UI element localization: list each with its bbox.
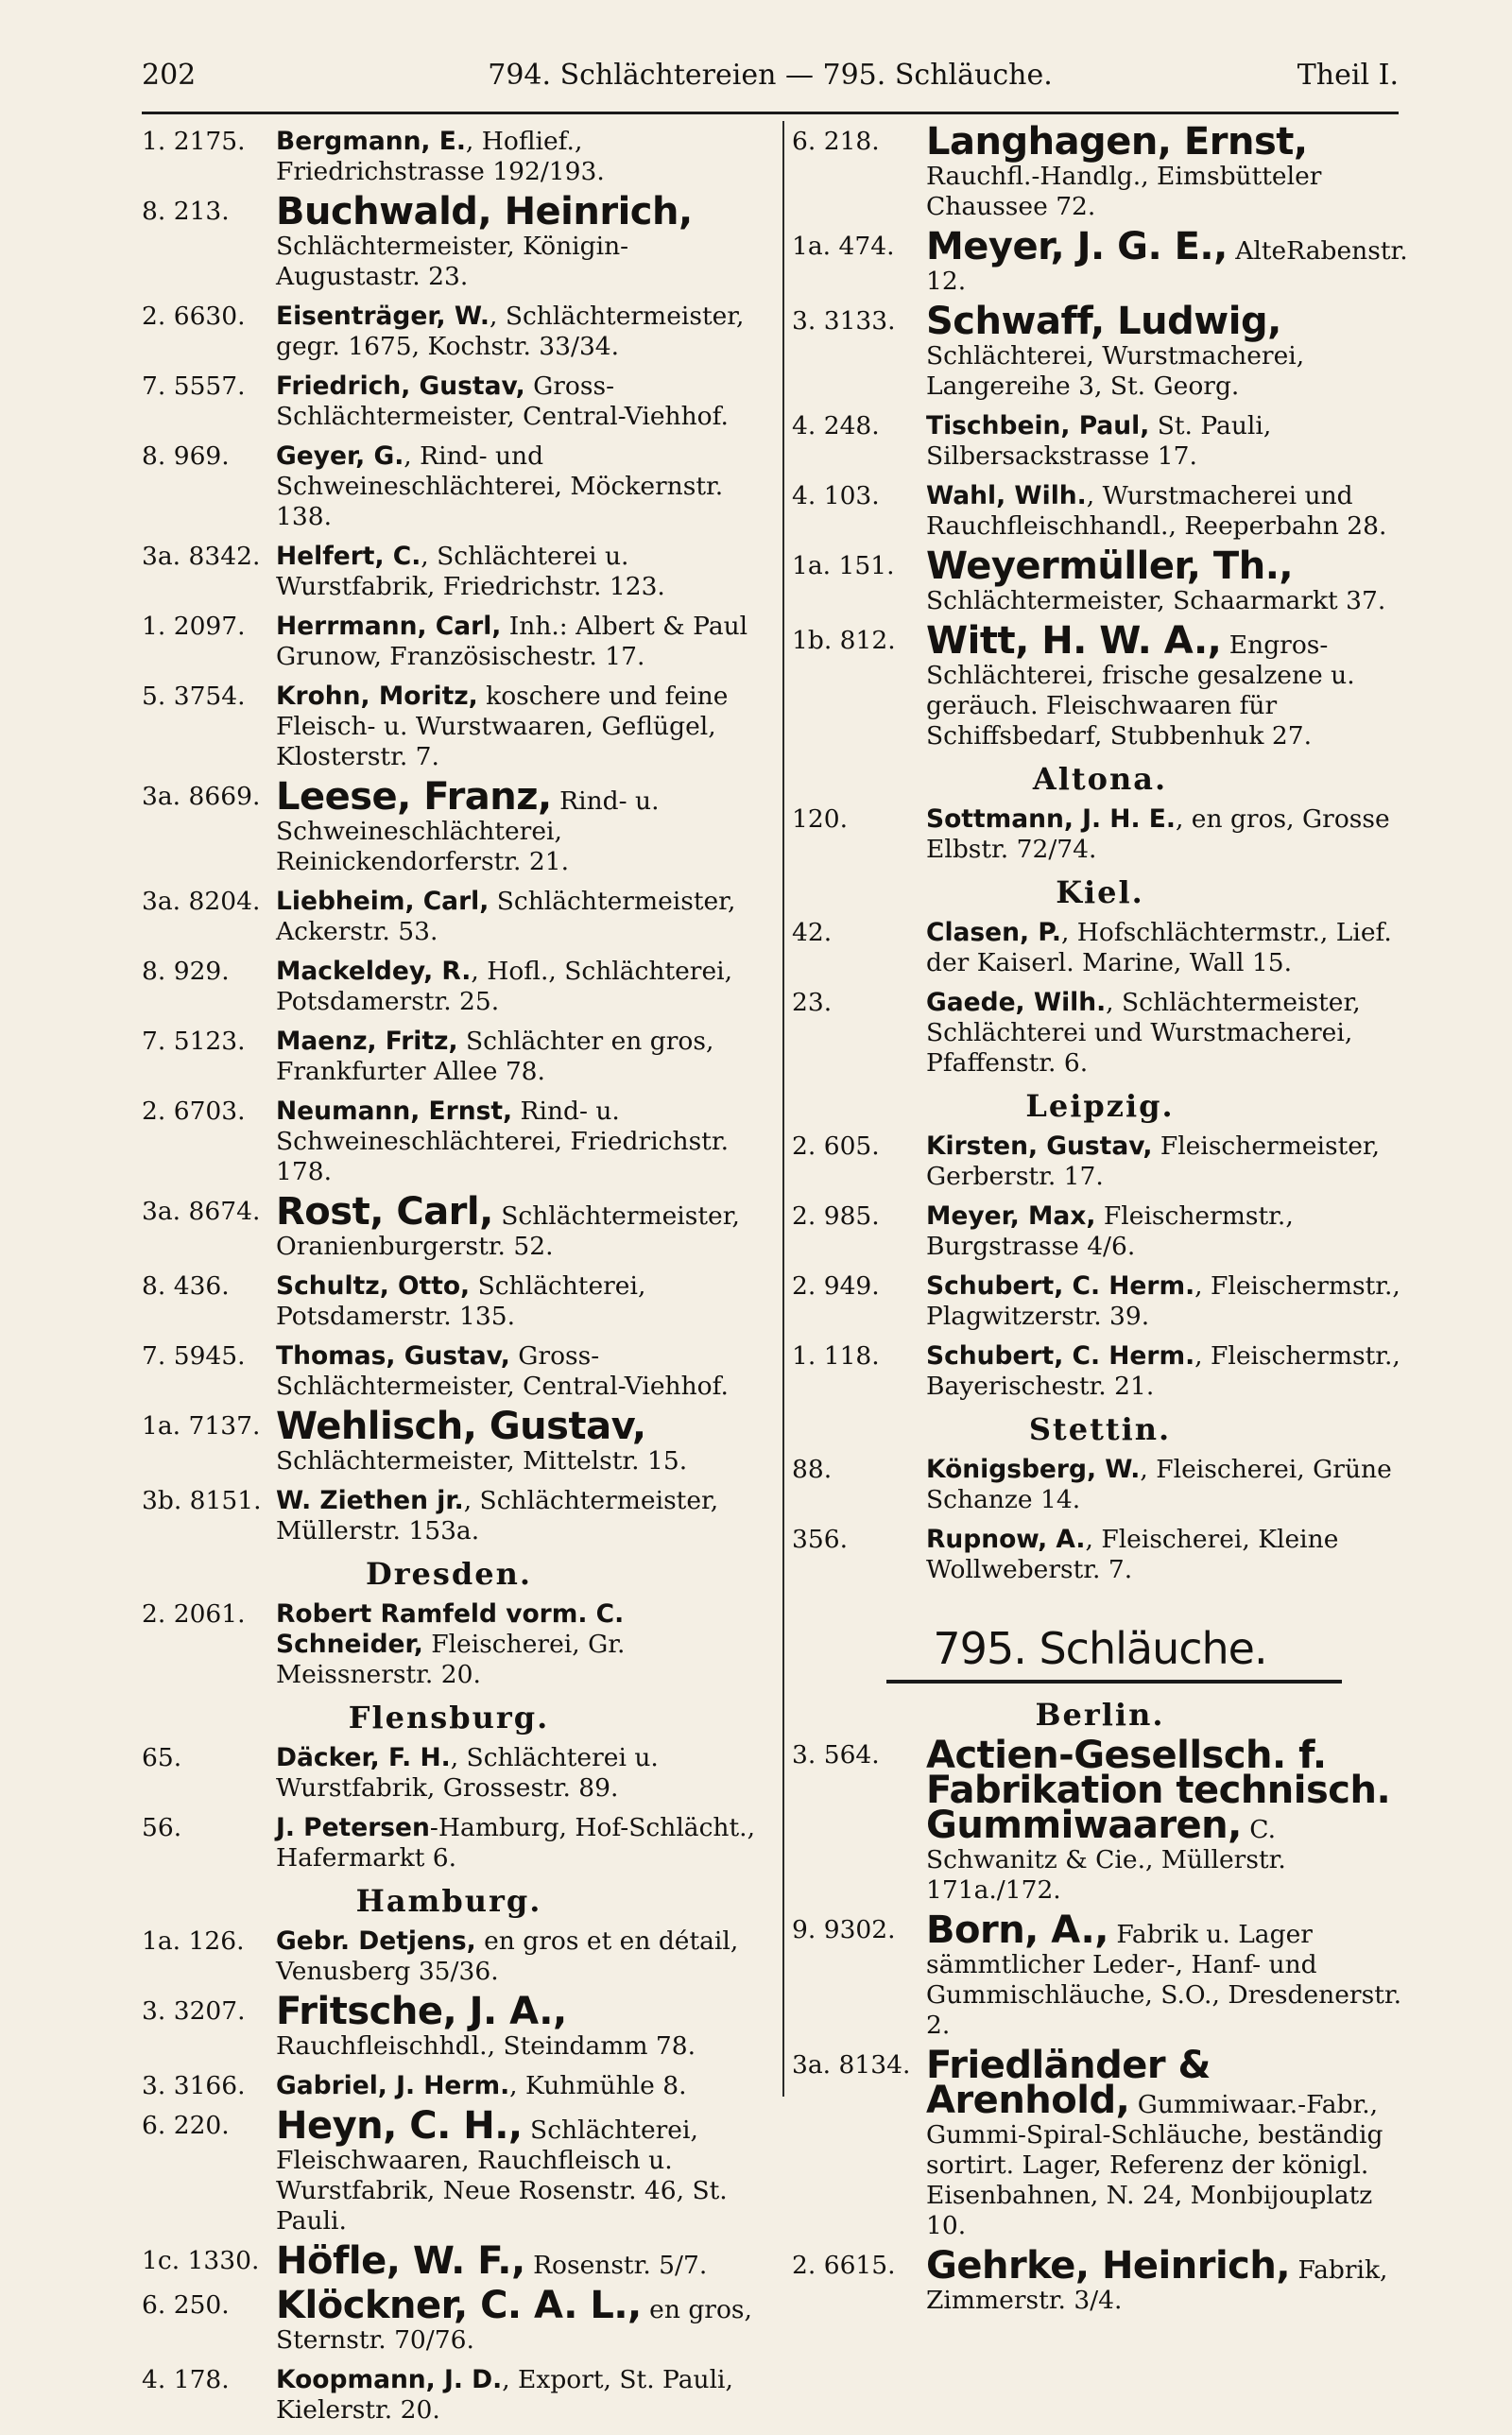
entry-details: en gros et en détail, Venusberg 35/36.: [276, 1926, 739, 1986]
directory-entry: [792, 1201, 1408, 1262]
directory-entry: [142, 542, 756, 602]
entry-name: Helfert, C.: [276, 542, 421, 571]
entry-details: , Wurstmacherei und Rauchfleischhandl., Reeperbahn 28.: [926, 481, 1387, 541]
directory-entry: [142, 1926, 756, 1987]
directory-entry: [142, 1990, 756, 2062]
entry-number: 2. 949.: [792, 1271, 880, 1301]
directory-entry: [792, 544, 1408, 616]
entry-name: Bergmann, E.: [276, 127, 466, 156]
entry-details: AlteRabenstr. 12.: [926, 236, 1408, 296]
entry-number: 2. 985.: [792, 1201, 880, 1231]
entry-number: 6. 250.: [142, 2290, 230, 2320]
directory-entry: [142, 1341, 756, 1402]
entry-number: 3a. 8669.: [142, 782, 261, 811]
entry-number: 1. 2097.: [142, 612, 246, 641]
entry-details: Gummiwaar.-Fabr., Gummi-Spiral-Schläuche, beständig sortirt. Lager, Referenz der königl. Eisenbahnen, N. 24, Monbijouplatz 10.: [926, 2090, 1383, 2240]
city-heading: Kiel.: [1056, 874, 1144, 910]
directory-entry: [792, 481, 1408, 542]
entry-name: Klöckner, C. A. L.,: [276, 2284, 642, 2327]
part-label: Theil I.: [1297, 59, 1399, 92]
entry-name: Gabriel, J. Herm.: [276, 2071, 510, 2100]
city-heading: Stettin.: [1028, 1411, 1172, 1447]
entry-details: Fleischermstr., Burgstrasse 4/6.: [926, 1201, 1294, 1261]
entry-name: Koopmann, J. D.: [276, 2365, 503, 2394]
entry-details: Rosenstr. 5/7.: [524, 2251, 708, 2280]
entry-details: -Hamburg, Hof-Schlächt., Hafermarkt 6.: [276, 1813, 755, 1873]
column-divider: [782, 121, 784, 2097]
entry-number: 3a. 8342.: [142, 542, 261, 571]
entry-number: 2. 6703.: [142, 1097, 246, 1126]
entry-name: Schubert, C. Herm.: [926, 1271, 1195, 1301]
entry-name: Buchwald, Heinrich,: [276, 190, 693, 233]
entry-number: 56.: [142, 1813, 182, 1842]
entry-number: 88.: [792, 1455, 833, 1484]
directory-entry: [792, 225, 1408, 297]
entry-name: Däcker, F. H.: [276, 1743, 451, 1772]
directory-entry: [142, 682, 756, 772]
entry-name: Wahl, Wilh.: [926, 481, 1087, 510]
entry-name: Schubert, C. Herm.: [926, 1341, 1195, 1371]
entry-details: , Export, St. Pauli, Kielerstr. 20.: [276, 2365, 733, 2425]
entry-details: Fabrik, Zimmerstr. 3/4.: [926, 2255, 1388, 2315]
entry-number: 65.: [142, 1743, 182, 1772]
city-heading: Altona.: [1032, 761, 1168, 797]
entry-details: Fleischerei, Gr. Meissnerstr. 20.: [276, 1630, 626, 1689]
entry-number: 3b. 8151.: [142, 1486, 262, 1515]
entry-details: , Hoflief., Friedrichstrasse 192/193.: [276, 127, 605, 186]
entry-details: Fleischermeister, Gerberstr. 17.: [926, 1131, 1381, 1191]
entry-name: Witt, H. W. A.,: [926, 619, 1222, 663]
entry-name: Herrmann, Carl,: [276, 612, 502, 641]
entry-number: 2. 605.: [792, 1131, 880, 1161]
entry-details: Schlächterei, Fleischwaaren, Rauchfleisch u. Wurstfabrik, Neue Rosenstr. 46, St. Pauli.: [276, 2116, 728, 2236]
entry-details: Schlächterei, Wurstmacherei, Langereihe 3, St. Georg.: [926, 341, 1305, 401]
entry-name: Rupnow, A.: [926, 1525, 1086, 1554]
entry-details: Schlächtermeister, Schaarmarkt 37.: [926, 586, 1386, 615]
directory-entry: [792, 1525, 1408, 1585]
entry-name: Tischbein, Paul,: [926, 411, 1150, 440]
entry-name: Eisenträger, W.: [276, 302, 490, 331]
entry-number: 23.: [792, 988, 833, 1017]
directory-entry: [792, 1131, 1408, 1192]
entry-name: Sottmann, J. H. E.: [926, 804, 1176, 834]
entry-details: Schlächtermeister, Oranienburgerstr. 52.: [276, 1201, 740, 1261]
entry-name: Robert Ramfeld vorm. C. Schneider,: [276, 1599, 625, 1659]
entry-number: 6. 220.: [142, 2111, 230, 2140]
entry-number: 1b. 812.: [792, 626, 896, 655]
entry-details: Rauchfl.-Handlg., Eimsbütteler Chaussee 72.: [926, 162, 1322, 221]
right-column: [792, 120, 1408, 2325]
entry-name: Schultz, Otto,: [276, 1271, 471, 1301]
entry-name: Krohn, Moritz,: [276, 682, 478, 711]
directory-entry: [142, 2365, 756, 2426]
entry-name: Gehrke, Heinrich,: [926, 2244, 1291, 2288]
directory-entry: [792, 1908, 1408, 2041]
entry-name: Schwaff, Ludwig,: [926, 300, 1281, 343]
directory-entry: [142, 1486, 756, 1546]
city-heading: Berlin.: [1035, 1697, 1165, 1733]
entry-name: Clasen, P.: [926, 918, 1061, 947]
directory-entry: [142, 1405, 756, 1477]
entry-name: Neumann, Ernst,: [276, 1097, 513, 1126]
directory-entry: [142, 2284, 756, 2356]
entry-details: Schlächtermeister, Königin-Augustastr. 23.: [276, 232, 629, 291]
directory-entry: [142, 127, 756, 187]
directory-entry: [142, 2104, 756, 2236]
entry-details: , Schlächtermeister, Müllerstr. 153a.: [276, 1486, 719, 1546]
city-heading: Leipzig.: [1025, 1088, 1175, 1124]
entry-name: Fritsche, J. A.,: [276, 1990, 567, 2033]
entry-details: , Fleischerei, Grüne Schanze 14.: [926, 1455, 1392, 1514]
entry-name: Wehlisch, Gustav,: [276, 1405, 646, 1448]
directory-entry: [142, 957, 756, 1017]
entry-number: 4. 103.: [792, 481, 880, 510]
entry-number: 3a. 8674.: [142, 1197, 261, 1226]
entry-name: Rost, Carl,: [276, 1190, 493, 1234]
directory-entry: [142, 371, 756, 432]
entry-number: 6. 218.: [792, 127, 880, 156]
entry-number: 8. 969.: [142, 441, 230, 471]
directory-entry: [792, 300, 1408, 402]
entry-details: , Schlächtermeister, gegr. 1675, Kochstr. 33/34.: [276, 302, 745, 361]
entry-details: Engros-Schlächterei, frische gesalzene u. geräuch. Fleischwaaren für Schiffsbedarf, Stubbenhuk 27.: [926, 630, 1355, 751]
entry-details: Inh.: Albert & Paul Grunow, Französischestr. 17.: [276, 612, 748, 671]
entry-details: , Rind- und Schweineschlächterei, Möckernstr. 138.: [276, 441, 724, 531]
entry-details: , Hofschlächtermstr., Lief. der Kaiserl. Marine, Wall 15.: [926, 918, 1392, 977]
entry-name: Actien-Gesellsch. f. Fabrikation technisch. Gummiwaaren,: [926, 1734, 1391, 1847]
directory-entry: [792, 988, 1408, 1079]
directory-entry: [142, 1027, 756, 1087]
section-title: 795. Schläuche.: [933, 1623, 1267, 1674]
directory-entry: [142, 190, 756, 292]
entry-name: Langhagen, Ernst,: [926, 120, 1308, 164]
entry-details: Schlächter en gros, Frankfurter Allee 78.: [276, 1027, 714, 1086]
entry-number: 1. 2175.: [142, 127, 246, 156]
section-rule: [886, 1680, 1342, 1684]
city-heading: Flensburg.: [348, 1700, 550, 1736]
entry-number: 3a. 8134.: [792, 2050, 911, 2080]
entry-details: , Schlächterei u. Wurstfabrik, Grossestr. 89.: [276, 1743, 659, 1803]
entry-name: Meyer, Max,: [926, 1201, 1096, 1231]
entry-name: Kirsten, Gustav,: [926, 1131, 1153, 1161]
entry-number: 3. 564.: [792, 1740, 880, 1770]
directory-entry: [792, 1271, 1408, 1332]
entry-number: 1c. 1330.: [142, 2246, 260, 2275]
directory-entry: [142, 1813, 756, 1874]
entry-number: 8. 213.: [142, 197, 230, 226]
entry-details: koschere und feine Fleisch- u. Wurstwaaren, Geflügel, Klosterstr. 7.: [276, 682, 729, 771]
entry-name: Weyermüller, Th.,: [926, 544, 1294, 588]
entry-name: Höfle, W. F.,: [276, 2239, 525, 2283]
entry-name: Königsberg, W.: [926, 1455, 1141, 1484]
directory-entry: [792, 120, 1408, 222]
entry-name: Meyer, J. G. E.,: [926, 225, 1228, 268]
entry-details: Schlächtermeister, Mittelstr. 15.: [276, 1446, 688, 1476]
entry-name: J. Petersen: [276, 1813, 430, 1842]
entry-details: Rind- u. Schweineschlächterei, Reinickendorferstr. 21.: [276, 786, 660, 876]
entry-details: en gros, Sternstr. 70/76.: [276, 2295, 752, 2355]
entry-details: , Hofl., Schlächterei, Potsdamerstr. 25.: [276, 957, 733, 1016]
entry-number: 7. 5123.: [142, 1027, 246, 1056]
entry-details: Fabrik u. Lager sämmtlicher Leder-, Hanf- und Gummischläuche, S.O., Dresdenerstr. 2.: [926, 1920, 1402, 2040]
entry-number: 1. 118.: [792, 1341, 880, 1371]
entry-details: Gross-Schlächtermeister, Central-Viehhof.: [276, 1341, 729, 1401]
entry-number: 9. 9302.: [792, 1915, 896, 1944]
directory-entry: [142, 2239, 756, 2283]
directory-entry: [792, 411, 1408, 472]
directory-entry: [142, 1190, 756, 1262]
directory-entry: [142, 441, 756, 532]
entry-number: 2. 2061.: [142, 1599, 246, 1629]
directory-entry: [792, 918, 1408, 978]
entry-details: Rind- u. Schweineschlächterei, Friedrichstr. 178.: [276, 1097, 730, 1186]
directory-entry: [792, 619, 1408, 751]
entry-number: 120.: [792, 804, 849, 834]
entry-number: 4. 248.: [792, 411, 880, 440]
directory-entry: [142, 1743, 756, 1804]
page-header: [142, 59, 1399, 100]
entry-name: Thomas, Gustav,: [276, 1341, 510, 1371]
entry-number: 1a. 126.: [142, 1926, 245, 1956]
entry-name: Heyn, C. H.,: [276, 2104, 523, 2148]
entry-number: 5. 3754.: [142, 682, 246, 711]
entry-name: Geyer, G.: [276, 441, 404, 471]
left-column: [142, 127, 756, 2435]
directory-entry: [792, 1341, 1408, 1402]
directory-entry: [792, 804, 1408, 865]
entry-name: Maenz, Fritz,: [276, 1027, 458, 1056]
city-heading: Dresden.: [365, 1556, 533, 1592]
entry-details: Rauchfleischhdl., Steindamm 78.: [276, 2031, 696, 2061]
entry-number: 4. 178.: [142, 2365, 230, 2394]
entry-details: , Fleischermstr., Bayerischestr. 21.: [926, 1341, 1400, 1401]
entry-number: 3. 3133.: [792, 306, 896, 336]
entry-details: , Fleischermstr., Plagwitzerstr. 39.: [926, 1271, 1400, 1331]
entry-number: 7. 5557.: [142, 371, 246, 401]
entry-number: 3a. 8204.: [142, 887, 261, 916]
directory-entry: [142, 612, 756, 672]
directory-entry: [142, 2071, 756, 2101]
entry-details: Schlächterei, Potsdamerstr. 135.: [276, 1271, 646, 1331]
entry-number: 2. 6630.: [142, 302, 246, 331]
entry-name: W. Ziethen jr.: [276, 1486, 464, 1515]
entry-details: Gross-Schlächtermeister, Central-Viehhof.: [276, 371, 729, 431]
entry-details: , en gros, Grosse Elbstr. 72/74.: [926, 804, 1390, 864]
city-heading: Hamburg.: [355, 1883, 542, 1919]
entry-details: , Schlächterei u. Wurstfabrik, Friedrichstr. 123.: [276, 542, 665, 601]
directory-entry: [142, 1599, 756, 1690]
entry-number: 1a. 474.: [792, 232, 895, 261]
header-rule: [142, 112, 1399, 114]
entry-number: 1a. 7137.: [142, 1411, 261, 1441]
entry-number: 3. 3207.: [142, 1996, 246, 2026]
entry-details: St. Pauli, Silbersackstrasse 17.: [926, 411, 1272, 471]
entry-details: , Schlächtermeister, Schlächterei und Wurstmacherei, Pfaffenstr. 6.: [926, 988, 1361, 1078]
entry-number: 8. 929.: [142, 957, 230, 986]
entry-name: Friedländer & Arenhold,: [926, 2044, 1211, 2122]
directory-entry: [142, 775, 756, 877]
entry-number: 7. 5945.: [142, 1341, 246, 1371]
entry-details: , Kuhmühle 8.: [509, 2071, 687, 2100]
directory-entry: [142, 1097, 756, 1187]
directory-entry: [792, 1734, 1408, 1906]
directory-entry: [142, 1271, 756, 1332]
directory-entry: [792, 2244, 1408, 2316]
entry-name: Leese, Franz,: [276, 775, 552, 819]
running-title: 794. Schlächtereien — 795. Schläuche.: [488, 59, 1053, 92]
entry-name: Gebr. Detjens,: [276, 1926, 476, 1956]
entry-number: 1a. 151.: [792, 551, 895, 580]
directory-entry: [792, 1455, 1408, 1515]
entry-name: Friedrich, Gustav,: [276, 371, 525, 401]
entry-name: Mackeldey, R.: [276, 957, 472, 986]
entry-details: C. Schwanitz & Cie., Müllerstr. 171a./172.: [926, 1815, 1286, 1905]
entry-number: 356.: [792, 1525, 849, 1554]
directory-entry: [792, 2044, 1408, 2241]
entry-number: 42.: [792, 918, 833, 947]
entry-number: 8. 436.: [142, 1271, 230, 1301]
directory-entry: [142, 302, 756, 362]
entry-number: 2. 6615.: [792, 2251, 896, 2280]
page-number: 202: [142, 59, 197, 92]
entry-details: Schlächtermeister, Ackerstr. 53.: [276, 887, 736, 946]
entry-details: , Fleischerei, Kleine Wollweberstr. 7.: [926, 1525, 1339, 1584]
entry-number: 3. 3166.: [142, 2071, 246, 2100]
entry-name: Liebheim, Carl,: [276, 887, 490, 916]
directory-entry: [142, 887, 756, 947]
entry-name: Born, A.,: [926, 1908, 1108, 1952]
entry-name: Gaede, Wilh.: [926, 988, 1107, 1017]
